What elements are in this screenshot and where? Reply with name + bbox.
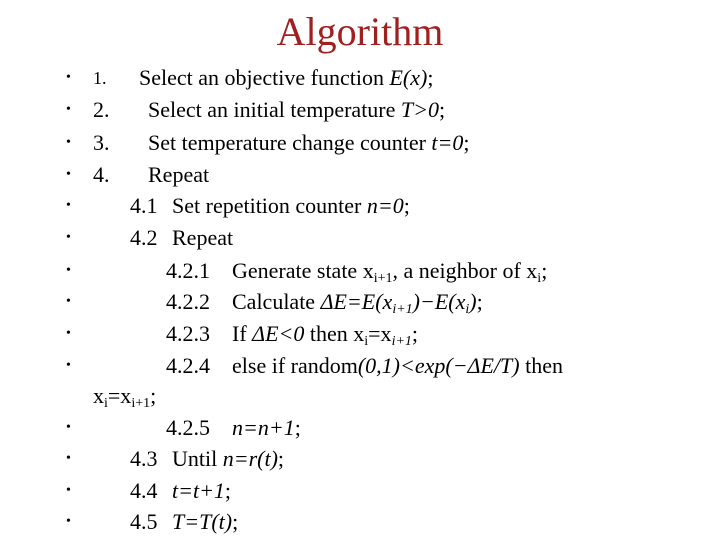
step-number: 4.2.4 — [166, 353, 210, 378]
step-number: 4.2.5 — [166, 415, 210, 440]
bullet-icon: • — [66, 294, 71, 309]
bullet-icon: • — [66, 167, 71, 182]
slide-title: Algorithm — [276, 9, 444, 54]
algorithm-line — [0, 443, 720, 475]
step-number: 4.1 — [130, 193, 158, 218]
step-number: 4.5 — [130, 509, 158, 534]
algorithm-line — [0, 127, 720, 159]
step-text: Set temperature change counter t=0; — [148, 130, 470, 155]
step-text: Select an initial temperature T>0; — [148, 97, 446, 122]
bullet-icon: • — [66, 451, 71, 466]
step-number: 4.4 — [130, 478, 158, 503]
algorithm-line — [0, 318, 720, 350]
step-text: Calculate $\Delta E=E(x_{i+1})-E(x_i)$; — [232, 289, 483, 317]
step-text: If ΔE<0 then $x_i=x_{i+1}$; — [232, 321, 419, 349]
step-text: Select an objective function E(x); — [139, 65, 434, 90]
algorithm-line — [0, 286, 720, 318]
bullet-icon: • — [66, 70, 71, 85]
step-text: Repeat — [148, 162, 210, 187]
bullet-icon: • — [66, 326, 71, 341]
step-number: 4.2.1 — [166, 258, 210, 283]
bullet-icon: • — [66, 420, 71, 435]
step-text: Set repetition counter n=0; — [172, 193, 410, 218]
algorithm-line — [0, 475, 720, 507]
step-text: T=T(t); — [172, 509, 239, 534]
bullet-icon: • — [66, 198, 71, 213]
algorithm-line-continuation — [0, 380, 720, 412]
step-number: 4. — [93, 162, 110, 187]
bullet-icon: • — [66, 263, 71, 278]
algorithm-line — [0, 255, 720, 287]
step-text: $x_i=x_{i+1}$; — [93, 383, 157, 411]
step-number: 4.2 — [130, 225, 158, 250]
step-number: 4.2.2 — [166, 289, 210, 314]
bullet-icon: • — [66, 102, 71, 117]
bullet-icon: • — [66, 135, 71, 150]
step-text: Until n=r(t); — [172, 446, 285, 471]
step-number: 3. — [93, 130, 110, 155]
step-text: n=n+1; — [232, 415, 301, 440]
step-text: else if random(0,1)<exp(−ΔE/T) then — [232, 353, 563, 378]
bullet-icon: • — [66, 230, 71, 245]
algorithm-line — [0, 190, 720, 222]
step-text: Repeat — [172, 225, 234, 250]
step-number: 4.2.3 — [166, 321, 210, 346]
step-number: 1. — [93, 68, 107, 88]
step-text: Generate state $x_{i+1}$, a neighbor of $x_i$; — [232, 258, 548, 286]
step-number: 2. — [93, 97, 110, 122]
bullet-icon: • — [66, 483, 71, 498]
algorithm-line — [0, 350, 720, 382]
bullet-icon: • — [66, 514, 71, 529]
algorithm-line — [0, 159, 720, 191]
algorithm-line — [0, 506, 720, 538]
bullet-icon: • — [66, 358, 71, 373]
algorithm-line — [0, 222, 720, 254]
algorithm-line — [0, 412, 720, 444]
algorithm-line — [0, 94, 720, 126]
step-number: 4.3 — [130, 446, 158, 471]
algorithm-line — [0, 62, 720, 94]
step-text: t=t+1; — [172, 478, 232, 503]
